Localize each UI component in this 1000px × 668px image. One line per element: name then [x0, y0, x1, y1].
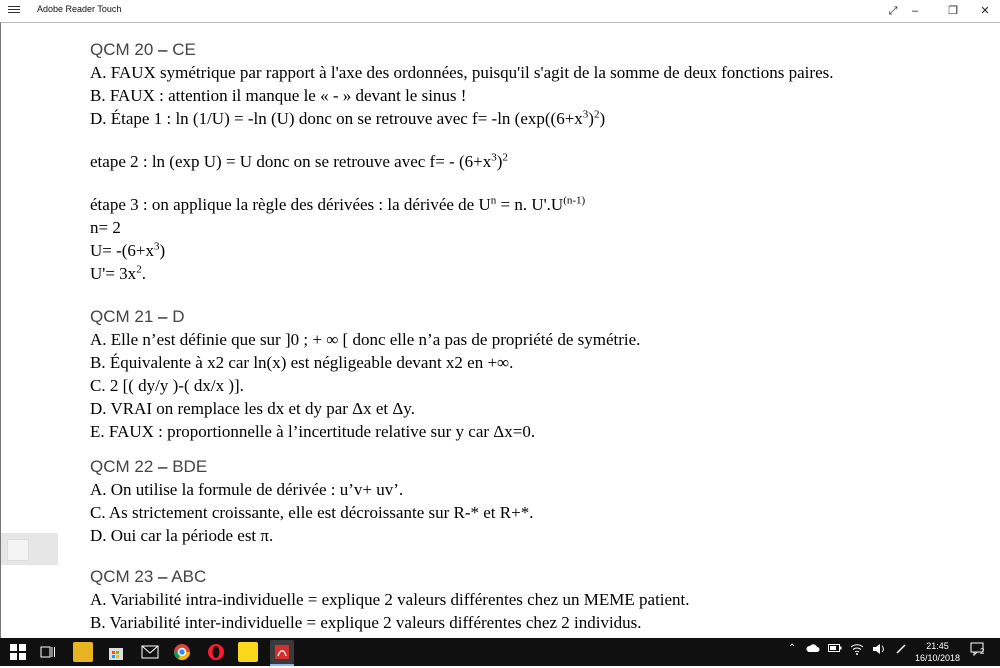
restore-button[interactable]: ❐	[948, 5, 958, 17]
clock-time: 21:45	[926, 641, 949, 651]
qcm21-answer-d: D. VRAI on remplace les dx et dy par Δx et Δy.	[90, 399, 415, 418]
expand-icon[interactable]: ⤢	[888, 5, 898, 17]
minimize-button[interactable]: –	[911, 5, 919, 17]
qcm22-answer-c: C. As strictement croissante, elle est décroissante sur R-* et R+*.	[90, 503, 534, 522]
notification-icon[interactable]	[970, 641, 986, 660]
notification-badge: 2	[980, 647, 985, 656]
document-viewer[interactable]	[0, 22, 1000, 638]
qcm20-answer-d: D. Étape 1 : ln (1/U) = -ln (U) donc on se retrouve avec f= -ln ($\exp((6+x^3)^2)$	[90, 108, 606, 128]
qcm21-answer-e: E. FAUX : proportionnelle à l’incertitude relative sur y car Δx=0.	[90, 422, 536, 441]
system-clock[interactable]	[915, 640, 960, 664]
qcm23-answer-b: B. Variabilité inter-individuelle = explique 2 valeurs différentes chez 2 individus.	[90, 613, 642, 632]
title-bar	[0, 0, 1000, 22]
pen-icon[interactable]	[895, 643, 907, 658]
qcm21-answer-c: C. 2 [( dy/y )-( dx/x )].	[90, 376, 244, 395]
task-view-icon[interactable]	[38, 642, 58, 662]
qcm20-answer-a: A. FAUX symétrique par rapport à l'axe des ordonnées, puisqu'il s'agit de la somme de deux fonctions paires.	[90, 63, 834, 82]
hamburger-menu-icon[interactable]	[8, 4, 20, 16]
qcm21-answer-b: B. Équivalente à x2 car ln(x) est négligeable devant x2 en +∞.	[90, 353, 514, 372]
document-page	[90, 38, 970, 634]
qcm20-n-value: n= 2	[90, 218, 121, 237]
qcm20-answer-b: B. FAUX : attention il manque le « - » devant le sinus !	[90, 86, 467, 105]
qcm21-heading: QCM 21 – D	[90, 307, 185, 326]
qcm20-heading: QCM 20 – CE	[90, 40, 196, 59]
adobe-reader-icon[interactable]	[270, 640, 294, 664]
taskbar	[0, 638, 1000, 666]
thumbnail-icon	[7, 539, 29, 561]
onedrive-icon[interactable]	[806, 643, 820, 656]
mail-icon[interactable]	[140, 642, 160, 662]
opera-icon[interactable]	[206, 642, 226, 662]
wifi-icon[interactable]	[850, 643, 864, 658]
volume-icon[interactable]	[872, 643, 886, 658]
qcm20-u-value: $U= -(6+x^3)$	[90, 240, 166, 260]
start-icon[interactable]	[8, 642, 28, 662]
store-icon[interactable]	[106, 642, 126, 662]
file-explorer-icon[interactable]	[73, 642, 93, 662]
qcm23-answer-a: A. Variabilité intra-individuelle = explique 2 valeurs différentes chez un MEME patient.	[90, 590, 690, 609]
qcm21-answer-a: A. Elle n’est définie que sur ]0 ; + ∞ [ donc elle n’a pas de propriété de symétrie.	[90, 330, 641, 349]
clock-date: 16/10/2018	[914, 653, 960, 663]
battery-icon[interactable]	[828, 643, 842, 656]
tray-chevron-icon[interactable]: ⌃	[788, 643, 797, 654]
qcm22-answer-d: D. Oui car la période est π.	[90, 526, 274, 545]
qcm22-heading: QCM 22 – BDE	[90, 457, 208, 476]
qcm20-step3: étape 3 : on applique la règle des dérivées : la dérivée de $U^n = n$. $U'.U^{(n-1)}$	[90, 194, 586, 214]
qcm20-uprime-value: $U'= 3x^2$.	[90, 263, 146, 283]
qcm20-step2: etape 2 : ln (exp U) = U donc on se retrouve avec $f= - (6+x^3)^2$	[90, 151, 508, 171]
qcm23-heading: QCM 23 – ABC	[90, 567, 207, 586]
chrome-icon[interactable]	[172, 642, 192, 662]
app-title: Adobe Reader Touch	[37, 4, 122, 14]
close-button[interactable]: ✕	[980, 5, 990, 17]
qcm22-answer-a: A. On utilise la formule de dérivée : u’v+ uv’.	[90, 480, 404, 499]
sticky-notes-icon[interactable]	[238, 642, 258, 662]
page-thumbnail-handle[interactable]	[1, 533, 58, 565]
